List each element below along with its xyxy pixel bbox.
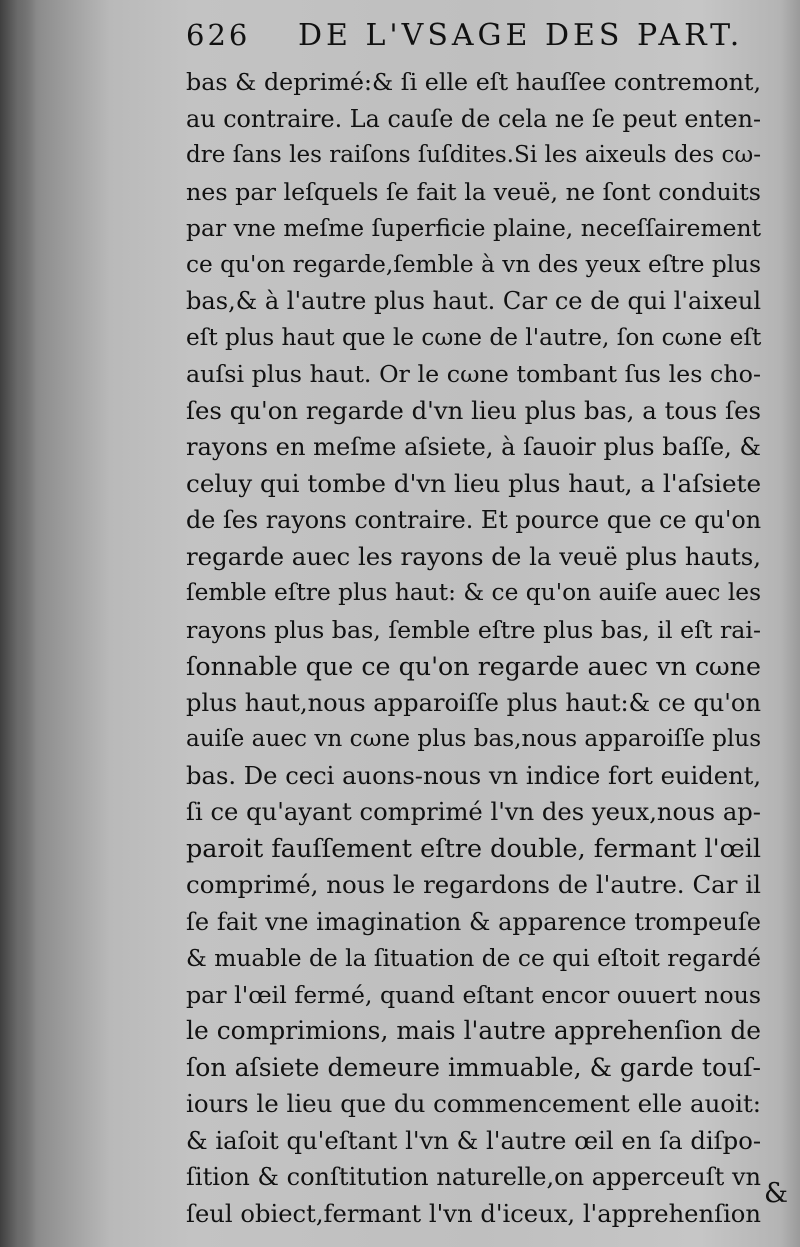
text-line: ce qu'on regarde,ſemble à vn des yeux eſtre plus [186, 250, 761, 278]
text-line: iours le lieu que du commencement elle auoit: [186, 1089, 762, 1118]
running-head: DE L'VSAGE DES PART. [298, 18, 744, 53]
text-line: bas. De ceci auons-nous vn indice fort euident, [186, 761, 762, 790]
binding-gutter-shadow [0, 0, 36, 1247]
text-line: paroit fauſſement eſtre double, fermant l'œil [186, 833, 761, 864]
text-line: plus haut,nous apparoiſſe plus haut:& ce qu'on [186, 688, 761, 717]
text-line: au contraire. La cauſe de cela ne ſe peut enten- [186, 104, 761, 133]
text-line: bas,& à l'autre plus haut. Car ce de qui l'aixeul [186, 287, 762, 315]
text-line: rayons plus bas, ſemble eſtre plus bas, il eſt rai- [186, 615, 761, 644]
text-line: ſonnable que ce qu'on regarde auec vn cωne [186, 651, 761, 681]
text-line: de ſes rayons contraire. Et pource que ce qu'on [186, 506, 762, 534]
text-line: & muable de la ſituation de ce qui eſtoit regardé [186, 944, 761, 972]
page-header [186, 18, 761, 64]
text-line: nes par leſquels ſe fait la veuë, ne ſont conduits [186, 177, 761, 206]
text-line: ſeul obiect,fermant l'vn d'iceux, l'apprehenſion [186, 1199, 761, 1228]
text-line: ſes qu'on regarde d'vn lieu plus bas, a tous ſes [186, 395, 761, 425]
text-line: comprimé, nous le regardons de l'autre. Car il [186, 870, 761, 899]
text-line: regarde auec les rayons de la veuë plus hauts, [186, 541, 761, 571]
catchword: & [763, 1178, 788, 1209]
text-line: dre ſans les raiſons ſuſdites.Si les aixeuls des cω- [186, 142, 761, 168]
text-line: & iaſoit qu'eſtant l'vn & l'autre œil en ſa diſpo- [186, 1125, 762, 1155]
text-line: auſsi plus haut. Or le cωne tombant ſus les cho- [186, 360, 761, 388]
text-line: ſe fait vne imagination & apparence trompeuſe [186, 907, 761, 936]
text-line: bas & deprimé:& ſi elle eſt hauſſee contremont, [186, 68, 761, 96]
body-text [186, 64, 761, 1232]
book-page [186, 18, 761, 1232]
text-line: auiſe auec vn cωne plus bas,nous apparoiſſe plus [186, 726, 762, 752]
text-line: le comprimions, mais l'autre apprehenſion de [186, 1016, 761, 1045]
page-number: 626 [186, 18, 251, 52]
text-line: ſition & conſtitution naturelle,on apperceuſt vn [186, 1163, 761, 1191]
text-line: rayons en meſme aſsiete, à ſauoir plus baſſe, & [186, 433, 761, 461]
text-line: ſemble eſtre plus haut: & ce qu'on auiſe auec les [186, 579, 762, 606]
text-line: ſon aſsiete demeure immuable, & garde touſ- [186, 1052, 761, 1082]
text-line: ſi ce qu'ayant comprimé l'vn des yeux,nous ap- [186, 798, 761, 826]
text-line: eſt plus haut que le cωne de l'autre, ſon cωne eſt [186, 323, 762, 351]
text-line: celuy qui tombe d'vn lieu plus haut, a l'aſsiete [186, 468, 762, 498]
text-line: par vne meſme ſuperficie plaine, neceſſairement [186, 214, 761, 242]
text-line: par l'œil fermé, quand eſtant encor ouuert nous [186, 980, 761, 1009]
